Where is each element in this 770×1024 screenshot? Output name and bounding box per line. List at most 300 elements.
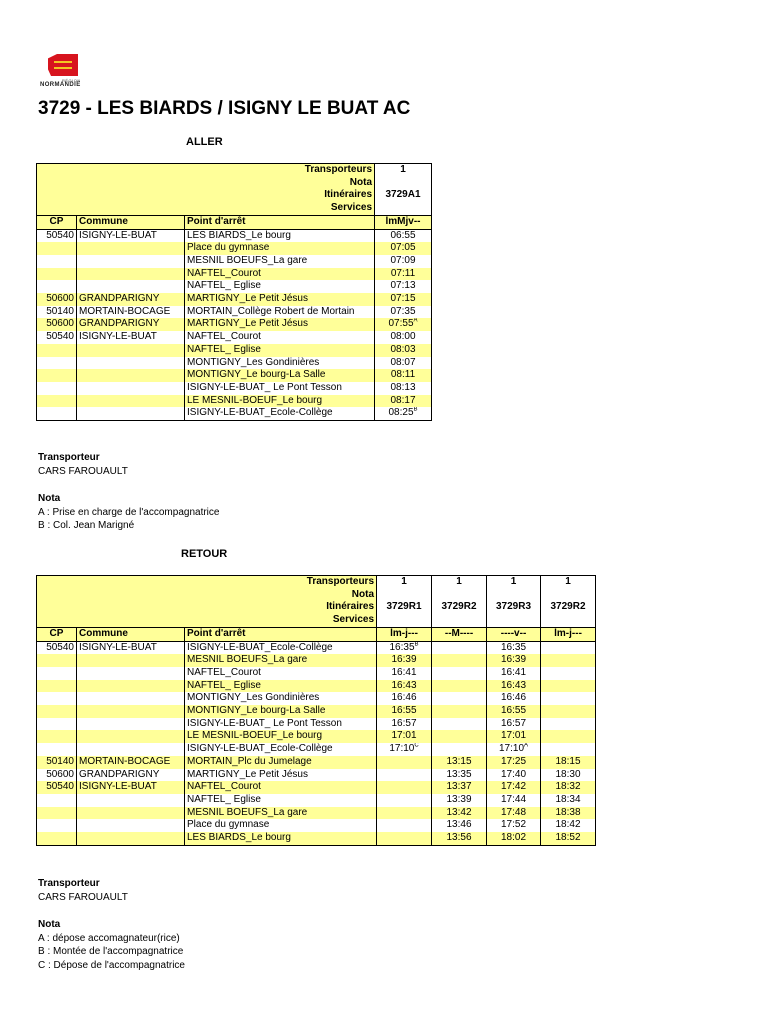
- cell-time: [377, 832, 432, 845]
- header-label: Services: [37, 202, 375, 215]
- cell-time: [432, 654, 487, 667]
- cell-cp: [37, 344, 77, 357]
- cell-point: NAFTEL_Courot: [185, 331, 375, 344]
- time-value: 18:38: [555, 806, 581, 818]
- cell-cp: 50540: [37, 641, 77, 654]
- cell-time: [432, 705, 487, 718]
- cell-commune: MORTAIN-BOCAGE: [77, 306, 185, 319]
- cell-time: [375, 344, 432, 357]
- table-row: [37, 718, 596, 731]
- cell-point: MESNIL BOEUFS_La gare: [185, 807, 377, 820]
- header-label: Transporteurs: [37, 164, 375, 177]
- cell-time: [541, 654, 596, 667]
- cell-cp: 50600: [37, 769, 77, 782]
- header-value: [541, 589, 596, 602]
- cell-commune: [77, 369, 185, 382]
- column-point: Point d'arrêt: [185, 215, 375, 229]
- cell-commune: [77, 280, 185, 293]
- cell-time: [432, 641, 487, 654]
- cell-time: [541, 819, 596, 832]
- cell-time: [541, 705, 596, 718]
- table-row: [37, 268, 432, 281]
- cell-point: ISIGNY-LE-BUAT_Ecole-Collège: [185, 743, 377, 756]
- time-value: 08:17: [390, 394, 416, 406]
- cell-cp: [37, 692, 77, 705]
- cell-cp: [37, 280, 77, 293]
- header-label: Itinéraires: [37, 189, 375, 202]
- column-service: --M----: [432, 627, 487, 641]
- nota-line: B : Col. Jean Marigné: [38, 520, 135, 531]
- retour-title: RETOUR: [181, 548, 228, 560]
- table-row: [37, 382, 432, 395]
- cell-time: [377, 641, 432, 654]
- time-value: 16:57: [391, 717, 417, 729]
- cell-commune: [77, 382, 185, 395]
- aller-timetable: [36, 163, 432, 421]
- cell-commune: GRANDPARIGNY: [77, 318, 185, 331]
- region-normandie-logo: [40, 54, 96, 90]
- table-row: [37, 369, 432, 382]
- time-value: 16:55: [391, 705, 417, 717]
- cell-commune: [77, 692, 185, 705]
- cell-time: [487, 743, 541, 756]
- time-value: 17:42: [501, 781, 527, 793]
- cell-time: [377, 819, 432, 832]
- time-value: 18:34: [555, 793, 581, 805]
- time-value: 17:44: [501, 793, 527, 805]
- time-value: 08:07: [390, 356, 416, 368]
- cell-cp: [37, 730, 77, 743]
- cell-point: Place du gymnase: [185, 819, 377, 832]
- cell-time: [432, 794, 487, 807]
- header-value: 3729R2: [541, 601, 596, 614]
- cell-time: [432, 667, 487, 680]
- column-cp: CP: [37, 627, 77, 641]
- cell-time: [375, 255, 432, 268]
- cell-point: MORTAIN_Plc du Jumelage: [185, 756, 377, 769]
- time-value: 17:25: [501, 755, 527, 767]
- cell-time: [487, 654, 541, 667]
- header-value: [375, 177, 432, 190]
- cell-point: NAFTEL_ Eglise: [185, 344, 375, 357]
- logo-name: NORMANDIE: [40, 82, 81, 88]
- cell-commune: ISIGNY-LE-BUAT: [77, 229, 185, 242]
- cell-time: [487, 667, 541, 680]
- cell-time: [375, 229, 432, 242]
- cell-time: [541, 730, 596, 743]
- header-value: 1: [432, 576, 487, 589]
- transporteur-name: CARS FAROUAULT: [38, 891, 128, 903]
- aller-nota: [38, 492, 219, 533]
- note-ref: B: [414, 641, 419, 648]
- cell-commune: [77, 832, 185, 845]
- cell-cp: 50540: [37, 331, 77, 344]
- table-row: [37, 667, 596, 680]
- cell-time: [377, 743, 432, 756]
- table-row: [37, 730, 596, 743]
- cell-time: [375, 382, 432, 395]
- cell-point: NAFTEL_ Eglise: [185, 280, 375, 293]
- cell-time: [432, 807, 487, 820]
- time-value: 18:32: [555, 781, 581, 793]
- time-value: 17:52: [501, 819, 527, 831]
- cell-time: [541, 832, 596, 845]
- cell-time: [432, 819, 487, 832]
- header-value: 1: [487, 576, 541, 589]
- cell-time: [377, 756, 432, 769]
- cell-point: ISIGNY-LE-BUAT_ Le Pont Tesson: [185, 718, 377, 731]
- header-value: 3729R3: [487, 601, 541, 614]
- time-value: 16:46: [501, 692, 527, 704]
- cell-time: [432, 680, 487, 693]
- header-value: 1: [377, 576, 432, 589]
- cell-point: MARTIGNY_Le Petit Jésus: [185, 769, 377, 782]
- header-value: 3729R2: [432, 601, 487, 614]
- time-value: 13:35: [446, 768, 472, 780]
- note-ref: B: [413, 407, 418, 414]
- cell-cp: [37, 357, 77, 370]
- nota-line: A : Prise en charge de l'accompagnatrice: [38, 506, 220, 518]
- table-row: [37, 807, 596, 820]
- cell-time: [377, 769, 432, 782]
- time-value: 17:40: [501, 768, 527, 780]
- table-row: [37, 680, 596, 693]
- cell-time: [541, 756, 596, 769]
- cell-commune: [77, 344, 185, 357]
- cell-cp: [37, 832, 77, 845]
- cell-time: [375, 369, 432, 382]
- cell-cp: [37, 369, 77, 382]
- table-row: [37, 242, 432, 255]
- table-row: [37, 769, 596, 782]
- column-service: lmMjv--: [375, 215, 432, 229]
- cell-point: LE MESNIL-BOEUF_Le bourg: [185, 395, 375, 408]
- cell-time: [541, 641, 596, 654]
- cell-time: [375, 293, 432, 306]
- cell-time: [377, 705, 432, 718]
- cell-point: MESNIL BOEUFS_La gare: [185, 255, 375, 268]
- cell-time: [377, 680, 432, 693]
- cell-point: MONTIGNY_Le bourg-La Salle: [185, 369, 375, 382]
- cell-point: MONTIGNY_Les Gondinières: [185, 357, 375, 370]
- cell-time: [541, 692, 596, 705]
- cell-time: [541, 680, 596, 693]
- cell-commune: GRANDPARIGNY: [77, 293, 185, 306]
- time-value: 18:30: [555, 768, 581, 780]
- note-ref: A: [524, 743, 529, 749]
- note-ref: A: [413, 318, 418, 325]
- header-row: [37, 601, 596, 614]
- time-value: 16:35: [389, 641, 415, 653]
- header-label: Services: [37, 614, 377, 627]
- cell-time: [375, 280, 432, 293]
- cell-point: MARTIGNY_Le Petit Jésus: [185, 318, 375, 331]
- time-value: 18:15: [555, 755, 581, 767]
- cell-time: [541, 794, 596, 807]
- time-value: 16:55: [501, 705, 527, 717]
- cell-point: Place du gymnase: [185, 242, 375, 255]
- time-value: 07:55: [388, 318, 414, 330]
- cell-commune: [77, 794, 185, 807]
- nota-label: Nota: [38, 919, 61, 930]
- cell-time: [375, 331, 432, 344]
- time-value: 17:01: [501, 730, 527, 742]
- header-row: [37, 189, 432, 202]
- header-value: 3729R1: [377, 601, 432, 614]
- header-label: Itinéraires: [37, 601, 377, 614]
- header-row: [37, 177, 432, 190]
- retour-timetable: [36, 575, 596, 846]
- cell-time: [375, 357, 432, 370]
- cell-time: [487, 705, 541, 718]
- cell-time: [487, 794, 541, 807]
- transporteur-label: Transporteur: [38, 878, 100, 889]
- cell-cp: [37, 255, 77, 268]
- retour-nota: [38, 918, 185, 972]
- time-value: 17:10: [389, 743, 415, 755]
- cell-time: [377, 692, 432, 705]
- cell-cp: [37, 395, 77, 408]
- header-value: [487, 589, 541, 602]
- table-row: [37, 229, 432, 242]
- table-row: [37, 832, 596, 845]
- cell-point: LES BIARDS_Le bourg: [185, 229, 375, 242]
- cell-commune: MORTAIN-BOCAGE: [77, 756, 185, 769]
- cell-time: [541, 781, 596, 794]
- cell-commune: [77, 255, 185, 268]
- time-value: 16:39: [391, 654, 417, 666]
- nota-line: A : dépose accomagnateur(rice): [38, 932, 180, 944]
- nota-label: Nota: [38, 493, 61, 504]
- cell-time: [375, 407, 432, 420]
- column-point: Point d'arrêt: [185, 627, 377, 641]
- cell-point: ISIGNY-LE-BUAT_Ecole-Collège: [185, 641, 377, 654]
- cell-time: [432, 781, 487, 794]
- header-row: [37, 576, 596, 589]
- header-value: [377, 589, 432, 602]
- column-commune: Commune: [77, 627, 185, 641]
- cell-point: MONTIGNY_Les Gondinières: [185, 692, 377, 705]
- cell-commune: [77, 357, 185, 370]
- cell-cp: [37, 382, 77, 395]
- column-cp: CP: [37, 215, 77, 229]
- cell-time: [487, 769, 541, 782]
- header-value: 1: [541, 576, 596, 589]
- cell-time: [541, 743, 596, 756]
- cell-time: [432, 692, 487, 705]
- header-label: Nota: [37, 589, 377, 602]
- cell-cp: [37, 407, 77, 420]
- cell-point: NAFTEL_Courot: [185, 781, 377, 794]
- cell-time: [377, 667, 432, 680]
- cell-time: [377, 781, 432, 794]
- time-value: 16:46: [391, 692, 417, 704]
- cell-cp: [37, 743, 77, 756]
- cell-commune: [77, 730, 185, 743]
- column-commune: Commune: [77, 215, 185, 229]
- cell-cp: [37, 242, 77, 255]
- time-value: 07:11: [390, 267, 416, 279]
- time-value: 18:42: [555, 819, 581, 831]
- cell-cp: 50600: [37, 293, 77, 306]
- cell-cp: [37, 794, 77, 807]
- time-value: 13:15: [446, 755, 472, 767]
- cell-time: [375, 242, 432, 255]
- time-value: 08:11: [390, 369, 416, 381]
- cell-point: NAFTEL_Courot: [185, 667, 377, 680]
- cell-time: [375, 306, 432, 319]
- cell-commune: ISIGNY-LE-BUAT: [77, 781, 185, 794]
- cell-point: MONTIGNY_Le bourg-La Salle: [185, 705, 377, 718]
- cell-point: ISIGNY-LE-BUAT_ Le Pont Tesson: [185, 382, 375, 395]
- cell-commune: [77, 680, 185, 693]
- cell-time: [432, 832, 487, 845]
- time-value: 08:13: [390, 381, 416, 393]
- header-label: Nota: [37, 177, 375, 190]
- time-value: 16:57: [501, 717, 527, 729]
- cell-time: [487, 819, 541, 832]
- table-row: [37, 641, 596, 654]
- cell-cp: [37, 654, 77, 667]
- cell-cp: 50600: [37, 318, 77, 331]
- time-value: 07:15: [390, 293, 416, 305]
- cell-time: [375, 395, 432, 408]
- cell-cp: [37, 718, 77, 731]
- table-row: [37, 794, 596, 807]
- flag-icon: [48, 54, 78, 76]
- time-value: 07:09: [390, 254, 416, 266]
- header-value: [432, 589, 487, 602]
- table-row: [37, 318, 432, 331]
- time-value: 17:01: [391, 730, 417, 742]
- time-value: 08:03: [390, 343, 416, 355]
- cell-point: LES BIARDS_Le bourg: [185, 832, 377, 845]
- time-value: 07:05: [390, 242, 416, 254]
- table-row: [37, 781, 596, 794]
- cell-time: [487, 756, 541, 769]
- table-row: [37, 293, 432, 306]
- time-value: 13:37: [446, 781, 472, 793]
- cell-time: [377, 730, 432, 743]
- header-row: [37, 164, 432, 177]
- column-header-row: [37, 627, 596, 641]
- cell-point: NAFTEL_Courot: [185, 268, 375, 281]
- time-value: 16:39: [501, 654, 527, 666]
- table-row: [37, 743, 596, 756]
- cell-time: [541, 667, 596, 680]
- cell-point: NAFTEL_ Eglise: [185, 680, 377, 693]
- table-row: [37, 306, 432, 319]
- cell-cp: [37, 807, 77, 820]
- cell-time: [375, 318, 432, 331]
- logo-small-text: RÉGION: [62, 78, 81, 83]
- cell-commune: [77, 807, 185, 820]
- cell-commune: [77, 268, 185, 281]
- cell-time: [432, 756, 487, 769]
- table-row: [37, 280, 432, 293]
- cell-time: [487, 718, 541, 731]
- table-row: [37, 344, 432, 357]
- time-value: 16:43: [391, 679, 417, 691]
- header-label: Transporteurs: [37, 576, 377, 589]
- cell-cp: [37, 680, 77, 693]
- time-value: 13:46: [446, 819, 472, 831]
- time-value: 08:25: [388, 407, 414, 419]
- transporteur-name: CARS FAROUAULT: [38, 465, 128, 477]
- table-row: [37, 357, 432, 370]
- cell-time: [487, 807, 541, 820]
- header-row: [37, 614, 596, 627]
- table-row: [37, 331, 432, 344]
- cell-time: [432, 743, 487, 756]
- cell-commune: ISIGNY-LE-BUAT: [77, 641, 185, 654]
- cell-commune: [77, 407, 185, 420]
- cell-time: [432, 769, 487, 782]
- cell-commune: [77, 718, 185, 731]
- header-row: [37, 202, 432, 215]
- time-value: 16:41: [501, 666, 527, 678]
- note-ref: C: [414, 743, 419, 749]
- cell-cp: [37, 667, 77, 680]
- cell-point: MORTAIN_Collège Robert de Mortain: [185, 306, 375, 319]
- cell-time: [487, 680, 541, 693]
- table-row: [37, 407, 432, 420]
- time-value: 16:43: [501, 679, 527, 691]
- aller-title: ALLER: [186, 136, 223, 148]
- cell-cp: 50540: [37, 781, 77, 794]
- cell-time: [541, 807, 596, 820]
- time-value: 17:48: [501, 806, 527, 818]
- cell-time: [487, 692, 541, 705]
- cell-commune: GRANDPARIGNY: [77, 769, 185, 782]
- header-value: 1: [375, 164, 432, 177]
- cell-point: NAFTEL_ Eglise: [185, 794, 377, 807]
- header-value: [541, 614, 596, 627]
- header-value: [432, 614, 487, 627]
- header-row: [37, 589, 596, 602]
- table-row: [37, 705, 596, 718]
- cell-time: [487, 832, 541, 845]
- header-value: 3729A1: [375, 189, 432, 202]
- cell-time: [377, 718, 432, 731]
- time-value: 13:42: [446, 806, 472, 818]
- cell-time: [432, 730, 487, 743]
- time-value: 07:35: [390, 305, 416, 317]
- table-row: [37, 819, 596, 832]
- time-value: 16:41: [391, 666, 417, 678]
- cell-time: [377, 794, 432, 807]
- nota-line: C : Dépose de l'accompagnatrice: [38, 959, 185, 971]
- table-row: [37, 255, 432, 268]
- header-value: [377, 614, 432, 627]
- cell-commune: [77, 242, 185, 255]
- cell-commune: [77, 705, 185, 718]
- cell-point: ISIGNY-LE-BUAT_Ecole-Collège: [185, 407, 375, 420]
- time-value: 16:35: [501, 641, 527, 653]
- cell-cp: [37, 705, 77, 718]
- cell-cp: 50140: [37, 306, 77, 319]
- cell-commune: [77, 667, 185, 680]
- cell-commune: [77, 819, 185, 832]
- nota-line: B : Montée de l'accompagnatrice: [38, 946, 184, 957]
- time-value: 13:56: [446, 832, 472, 844]
- cell-cp: 50140: [37, 756, 77, 769]
- table-row: [37, 756, 596, 769]
- table-row: [37, 692, 596, 705]
- cell-time: [487, 641, 541, 654]
- cell-commune: [77, 395, 185, 408]
- column-header-row: [37, 215, 432, 229]
